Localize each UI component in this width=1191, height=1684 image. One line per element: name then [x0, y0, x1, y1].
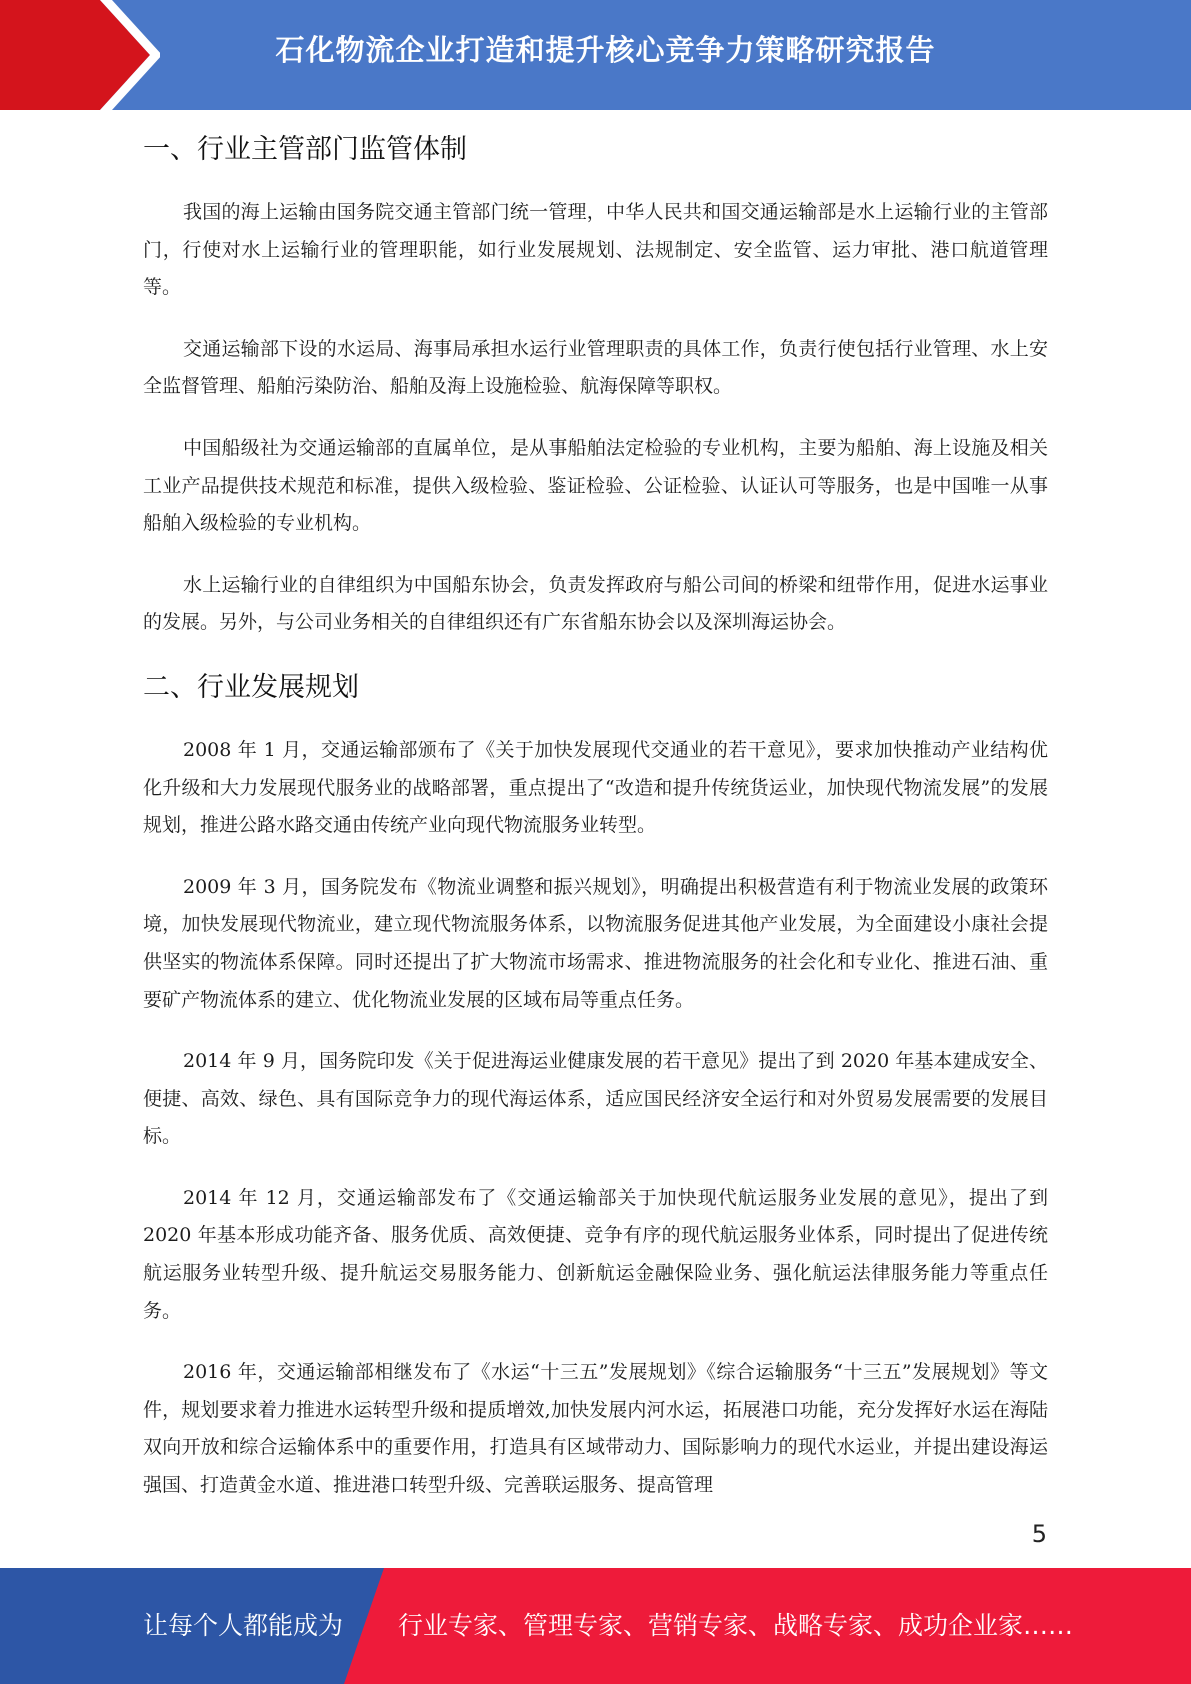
section-heading: 一、行业主管部门监管体制 — [143, 134, 467, 165]
page-number: 5 — [1031, 1520, 1047, 1548]
paragraph: 我国的海上运输由国务院交通主管部门统一管理，中华人民共和国交通运输部是水上运输行业的主管部门，行使对水上运输行业的管理职能，如行业发展规划、法规制定、安全监管、运力审批、港口航道管理等。 — [143, 201, 1048, 299]
report-title: 石化物流企业打造和提升核心竞争力策略研究报告 — [275, 33, 936, 67]
document-body — [143, 128, 1048, 1529]
footer-band — [0, 1568, 1191, 1684]
paragraph: 中国船级社为交通运输部的直属单位，是从事船舶法定检验的专业机构，主要为船舶、海上设施及相关工业产品提供技术规范和标准，提供入级检验、鉴证检验、公证检验、认证认可等服务，也是中国唯一从事船舶入级检验的专业机构。 — [143, 436, 1048, 535]
paragraph: 2014 年 12 月，交通运输部发布了《交通运输部关于加快现代航运服务业发展的意见》，提出了到 2020 年基本形成功能齐备、服务优质、高效便捷、竞争有序的现代航运服务业体系，同时提出了促进传统航运服务业转型升级、提升航运交易服务能力、创新航运金融保险业务、强化航运法律服务能力等重点任务。 — [143, 1186, 1048, 1322]
footer-slogan-right: 行业专家、管理专家、营销专家、战略专家、成功企业家…… — [398, 1611, 1074, 1640]
paragraph: 水上运输行业的自律组织为中国船东协会，负责发挥政府与船公司间的桥梁和纽带作用，促进水运事业的发展。另外，与公司业务相关的自律组织还有广东省船东协会以及深圳海运协会。 — [143, 573, 1048, 634]
section-heading: 二、行业发展规划 — [143, 671, 359, 703]
paragraph: 2009 年 3 月，国务院发布《物流业调整和振兴规划》，明确提出积极营造有利于物流业发展的政策环境，加快发展现代物流业，建立现代物流服务体系，以物流服务促进其他产业发展，为全面建设小康社会提供坚实的物流体系保障。同时还提出了扩大物流市场需求、推进物流服务的社会化和专业化、推进石油、重要矿产物流体系的建立、优化物流业发展的区域布局等重点任务。 — [143, 875, 1048, 1011]
paragraph: 2008 年 1 月，交通运输部颁布了《关于加快发展现代交通业的若干意见》，要求加快推动产业结构优化升级和大力发展现代服务业的战略部署，重点提出了“改造和提升传统货运业，加快现代物流发展”的发展规划，推进公路水路交通由传统产业向现代物流服务业转型。 — [143, 738, 1048, 837]
paragraph: 交通运输部下设的水运局、海事局承担水运行业管理职责的具体工作，负责行使包括行业管理、水上安全监督管理、船舶污染防治、船舶及海上设施检验、航海保障等职权。 — [143, 337, 1048, 398]
paragraph: 2016 年，交通运输部相继发布了《水运“十三五”发展规划》《综合运输服务“十三五”发展规划》等文件，规划要求着力推进水运转型升级和提质增效,加快发展内河水运，拓展港口功能，充分发挥好水运在海陆双向开放和综合运输体系中的重要作用，打造具有区域带动力、国际影响力的现代水运业，并提出建设海运强国、打造黄金水道、推进港口转型升级、完善联运服务、提高管理 — [143, 1361, 1048, 1497]
paragraph: 2014 年 9 月，国务院印发《关于促进海运业健康发展的若干意见》提出了到 2020 年基本建成安全、便捷、高效、绿色、具有国际竞争力的现代海运体系，适应国民经济安全运行和对外贸易发展需要的发展目标。 — [143, 1050, 1048, 1148]
header-band — [0, 0, 1191, 110]
footer-slogan-left: 让每个人都能成为 — [143, 1611, 344, 1640]
